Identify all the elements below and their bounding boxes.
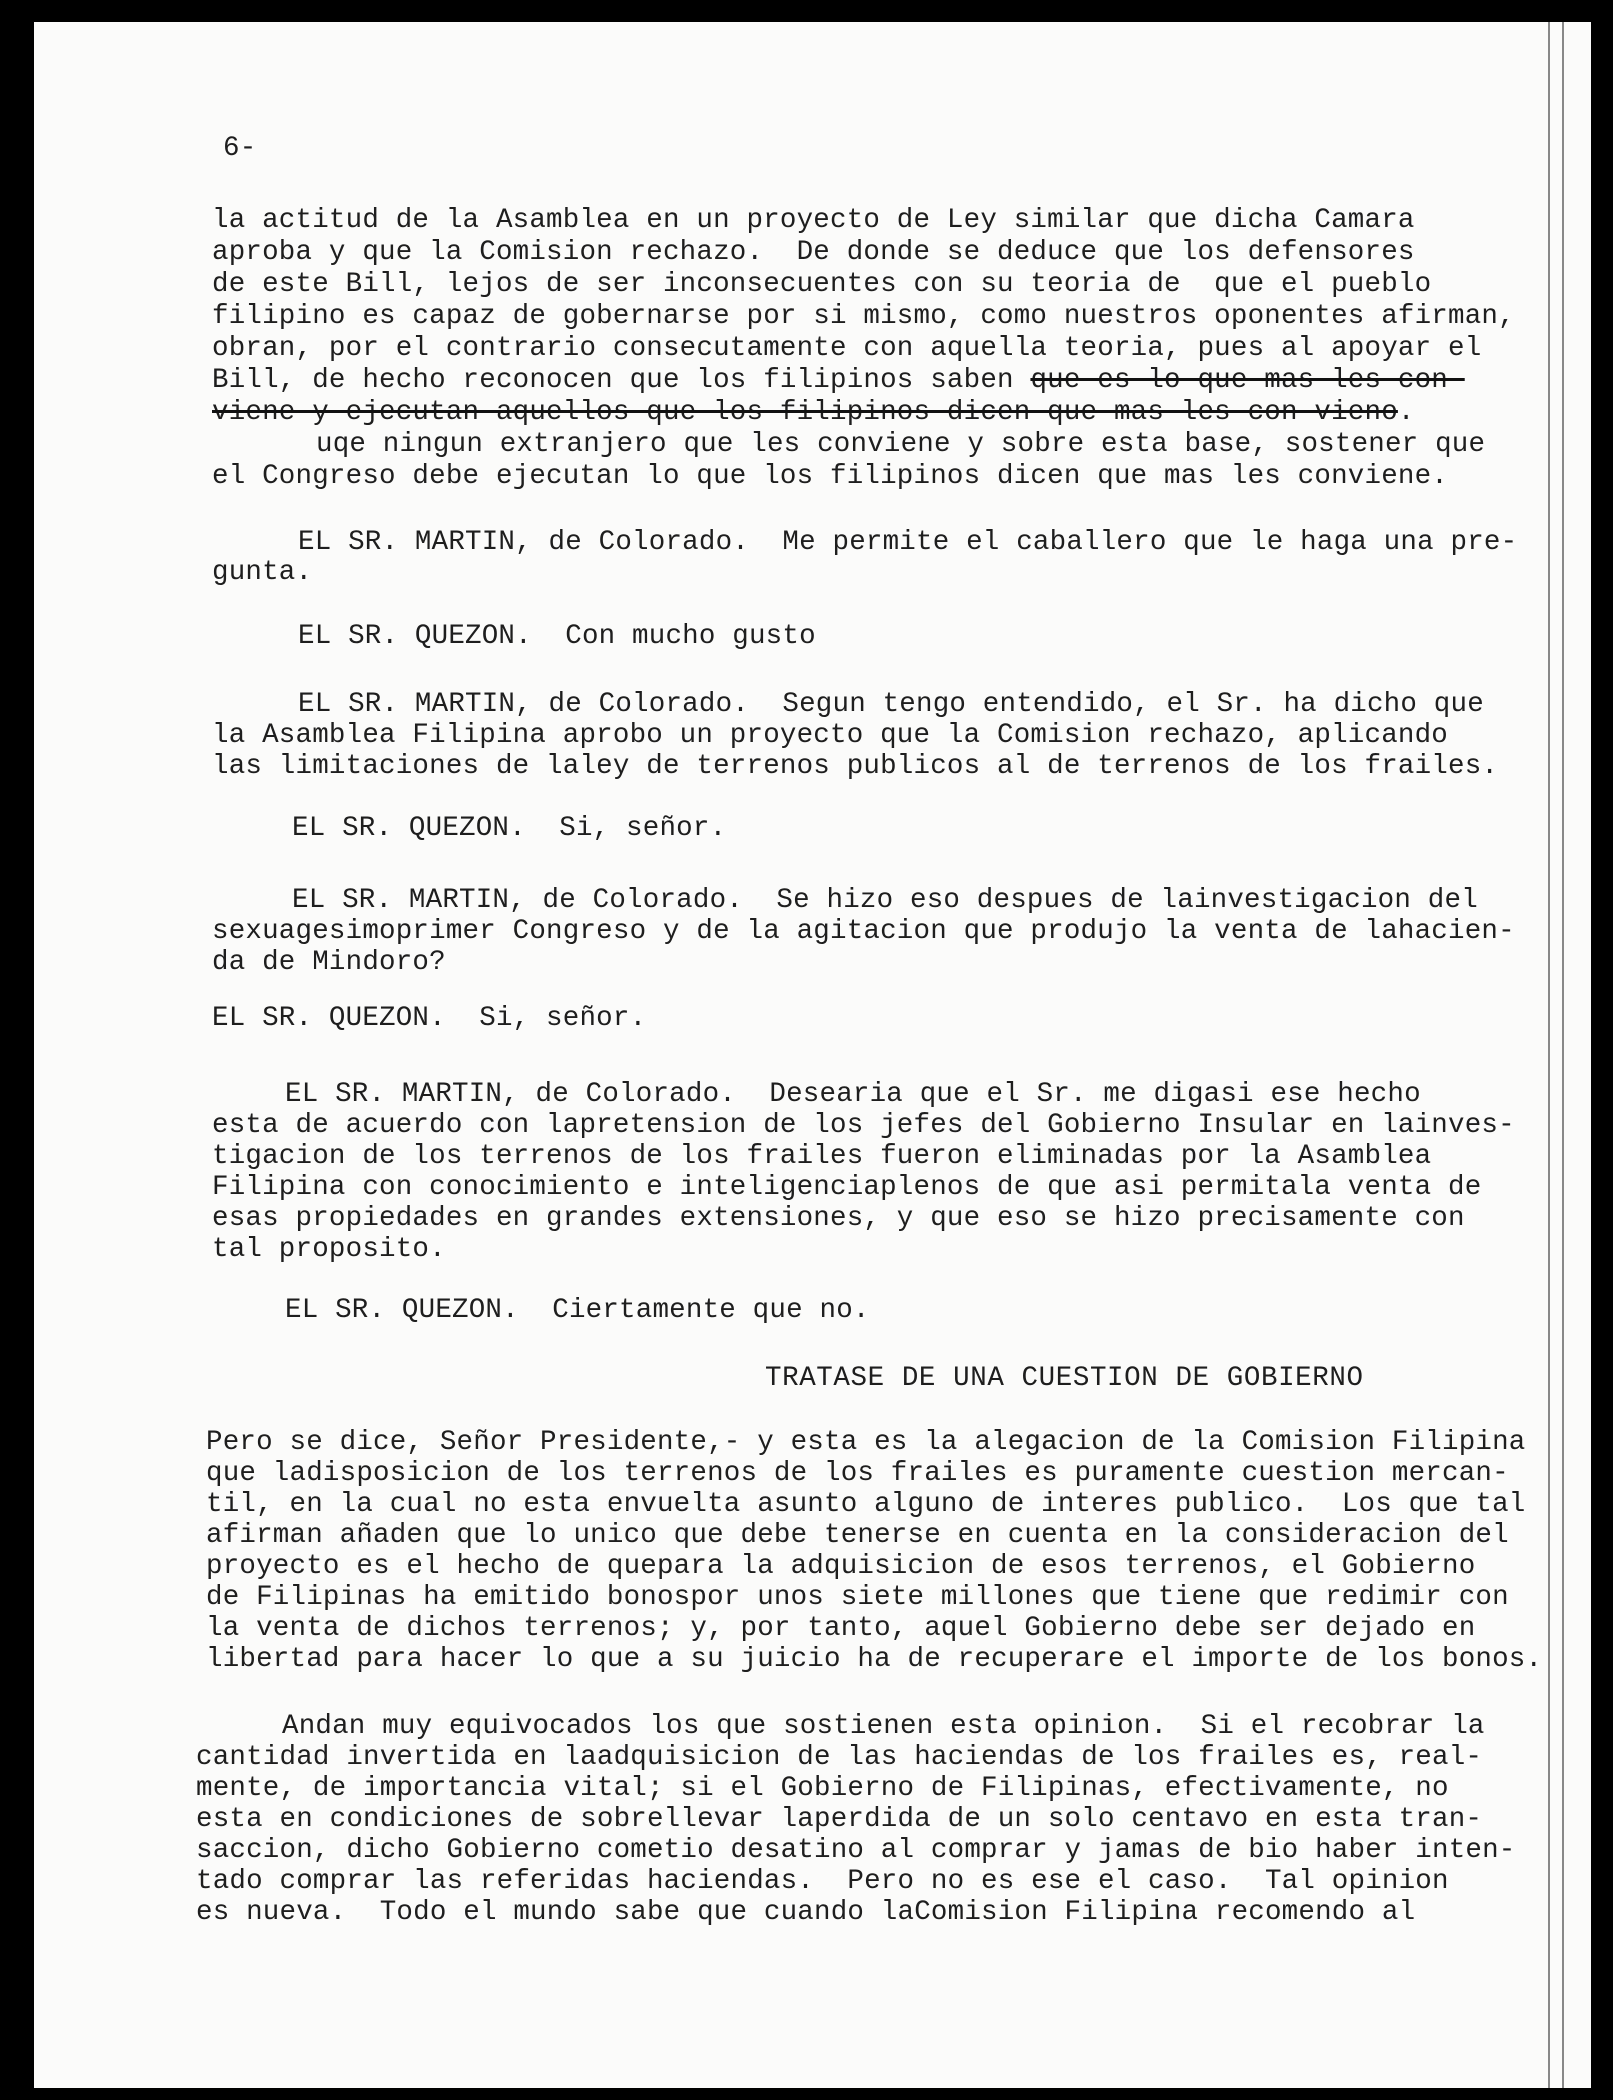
speaker-line: EL SR. MARTIN, de Colorado. Se hizo eso despues de lainvestigacion del	[292, 885, 1478, 916]
text-line: uqe ningun extranjero que les conviene y sobre esta base, sostener que	[316, 429, 1486, 460]
text-line: Andan muy equivocados los que sostienen esta opinion. Si el recobrar la	[282, 1711, 1485, 1742]
page-number: 6-	[223, 133, 257, 164]
text-line: la actitud de la Asamblea en un proyecto de Ley similar que dicha Camara	[212, 205, 1415, 236]
text-line: gunta.	[212, 557, 313, 588]
speaker-line: EL SR. MARTIN, de Colorado. Me permite el caballero que le haga una pre-	[298, 527, 1518, 558]
scan-border-bottom	[0, 2088, 1613, 2100]
text-line: la Asamblea Filipina aprobo un proyecto que la Comision rechazo, aplicando	[212, 720, 1448, 751]
text-line: de este Bill, lejos de ser inconsecuentes con su teoria de que el pueblo	[212, 269, 1432, 300]
text-line: las limitaciones de laley de terrenos publicos al de terrenos de los frailes.	[212, 751, 1499, 782]
text-line: mente, de importancia vital; si el Gobierno de Filipinas, efectivamente, no	[196, 1773, 1449, 1804]
text-line: esta en condiciones de sobrellevar laperdida de un solo centavo en esta tran-	[196, 1804, 1483, 1835]
paper-edge-line	[1548, 22, 1550, 2088]
text-line: filipino es capaz de gobernarse por si mismo, como nuestros oponentes afirman,	[212, 301, 1515, 332]
speaker-line: EL SR. QUEZON. Con mucho gusto	[298, 621, 816, 652]
speaker-line: EL SR. QUEZON. Si, señor.	[212, 1003, 647, 1034]
section-heading: TRATASE DE UNA CUESTION DE GOBIERNO	[765, 1363, 1364, 1394]
text-line: obran, por el contrario consecutamente con aquella teoria, pues al apoyar el	[212, 333, 1482, 364]
paper-edge-line-outer	[1562, 22, 1564, 2088]
text-line: la venta de dichos terrenos; y, por tanto, aquel Gobierno debe ser dejado en	[206, 1613, 1476, 1644]
struck-out-text: que es lo que mas les con-	[1030, 365, 1465, 396]
text-line-start: Bill, de hecho reconocen que los filipinos saben	[212, 365, 1014, 396]
text-line: tigacion de los terrenos de los frailes fueron eliminadas por la Asamblea	[212, 1141, 1432, 1172]
text-line: esta de acuerdo con lapretension de los jefes del Gobierno Insular en lainves-	[212, 1110, 1515, 1141]
text-line: de Filipinas ha emitido bonospor unos siete millones que tiene que redimir con	[206, 1582, 1509, 1613]
text-line: tal proposito.	[212, 1234, 446, 1265]
scan-border-right	[1591, 0, 1613, 2100]
text-line: Filipina con conocimiento e inteligenciaplenos de que asi permitala venta de	[212, 1172, 1482, 1203]
text-line	[212, 398, 1415, 428]
scan-border-left	[0, 0, 34, 2100]
speaker-line: EL SR. MARTIN, de Colorado. Segun tengo entendido, el Sr. ha dicho que	[298, 689, 1484, 720]
text-line: que ladisposicion de los terrenos de los frailes es puramente cuestion mercan-	[206, 1458, 1509, 1489]
text-line: cantidad invertida en laadquisicion de las haciendas de los frailes es, real-	[196, 1742, 1483, 1773]
speaker-line: EL SR. QUEZON. Ciertamente que no.	[285, 1295, 870, 1326]
text-line: esas propiedades en grandes extensiones, y que eso se hizo precisamente con	[212, 1203, 1465, 1234]
struck-out-text: viene y ejecutan aquellos que los filipinos dicen que mas les con vieno	[212, 397, 1398, 428]
text-line: sexuagesimoprimer Congreso y de la agitacion que produjo la venta de lahacien-	[212, 916, 1515, 947]
text-line: da de Mindoro?	[212, 947, 446, 978]
text-line: afirman añaden que lo unico que debe tenerse en cuenta en la consideracion del	[206, 1520, 1509, 1551]
text-line: proyecto es el hecho de quepara la adquisicion de esos terrenos, el Gobierno	[206, 1551, 1476, 1582]
text-line: saccion, dicho Gobierno cometio desatino al comprar y jamas de bio haber inten-	[196, 1835, 1516, 1866]
text-line-end: .	[1397, 397, 1415, 428]
text-line: Pero se dice, Señor Presidente,- y esta es la alegacion de la Comision Filipina	[206, 1427, 1526, 1458]
text-line: tado comprar las referidas haciendas. Pero no es ese el caso. Tal opinion	[196, 1866, 1449, 1897]
text-line	[212, 366, 1465, 396]
speaker-line: EL SR. QUEZON. Si, señor.	[292, 813, 727, 844]
speaker-line: EL SR. MARTIN, de Colorado. Desearia que el Sr. me digasi ese hecho	[285, 1079, 1421, 1110]
text-line: el Congreso debe ejecutan lo que los filipinos dicen que mas les conviene.	[212, 461, 1448, 492]
text-line: aproba y que la Comision rechazo. De donde se deduce que los defensores	[212, 237, 1415, 268]
scan-border-top	[0, 0, 1613, 22]
text-line: es nueva. Todo el mundo sabe que cuando laComision Filipina recomendo al	[196, 1897, 1416, 1928]
text-line: til, en la cual no esta envuelta asunto alguno de interes publico. Los que tal	[206, 1489, 1526, 1520]
text-line: libertad para hacer lo que a su juicio ha de recuperare el importe de los bonos.	[206, 1644, 1543, 1675]
